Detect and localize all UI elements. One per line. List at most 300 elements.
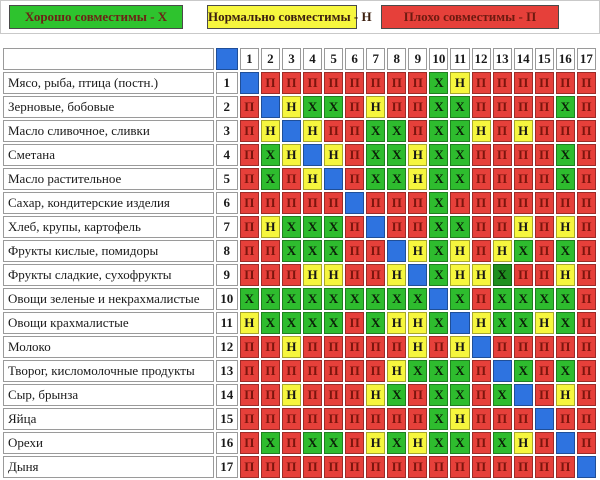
matrix-cell: Х xyxy=(493,288,512,310)
matrix-cell: Н xyxy=(450,264,469,286)
matrix-cell: П xyxy=(514,336,533,358)
row-number: 12 xyxy=(216,336,238,358)
row-label: Мясо, рыба, птица (постн.) xyxy=(3,72,214,94)
matrix-cell: Х xyxy=(282,240,301,262)
matrix-cell: П xyxy=(535,144,554,166)
column-header: 14 xyxy=(514,48,533,70)
diagonal-cell xyxy=(472,336,491,358)
diagonal-cell xyxy=(450,312,469,334)
matrix-cell: Н xyxy=(387,312,406,334)
column-header: 8 xyxy=(387,48,406,70)
matrix-cell: Х xyxy=(429,168,448,190)
row-number: 13 xyxy=(216,360,238,382)
matrix-cell: Н xyxy=(556,264,575,286)
matrix-cell: П xyxy=(535,96,554,118)
matrix-cell: П xyxy=(535,264,554,286)
header-row xyxy=(3,48,596,70)
matrix-cell: Х xyxy=(514,288,533,310)
matrix-cell: П xyxy=(577,192,596,214)
diagonal-cell xyxy=(577,456,596,478)
column-header: 1 xyxy=(240,48,259,70)
matrix-cell: П xyxy=(577,336,596,358)
matrix-cell: П xyxy=(303,408,322,430)
matrix-cell: Н xyxy=(366,432,385,454)
diagonal-cell xyxy=(324,168,343,190)
matrix-cell: П xyxy=(514,264,533,286)
matrix-cell: П xyxy=(345,168,364,190)
matrix-cell: П xyxy=(324,384,343,406)
matrix-cell: П xyxy=(450,192,469,214)
matrix-cell: П xyxy=(282,360,301,382)
matrix-cell: Х xyxy=(303,96,322,118)
matrix-cell: Х xyxy=(387,384,406,406)
matrix-cell: П xyxy=(324,192,343,214)
matrix-cell: П xyxy=(514,168,533,190)
column-header: 9 xyxy=(408,48,427,70)
matrix-cell: П xyxy=(261,240,280,262)
matrix-cell: П xyxy=(577,432,596,454)
diagonal-cell xyxy=(429,288,448,310)
matrix-cell: П xyxy=(577,216,596,238)
matrix-cell: П xyxy=(535,192,554,214)
matrix-cell: П xyxy=(577,240,596,262)
matrix-cell: Х xyxy=(387,144,406,166)
table-row xyxy=(3,456,596,478)
matrix-cell: Х xyxy=(429,72,448,94)
matrix-cell: П xyxy=(240,408,259,430)
matrix-cell: Х xyxy=(556,168,575,190)
diagonal-cell xyxy=(282,120,301,142)
matrix-cell: П xyxy=(493,336,512,358)
row-label: Сахар, кондитерские изделия xyxy=(3,192,214,214)
matrix-cell: П xyxy=(577,264,596,286)
matrix-cell: Х xyxy=(366,288,385,310)
diagonal-cell xyxy=(261,96,280,118)
matrix-cell: Н xyxy=(240,312,259,334)
matrix-cell: П xyxy=(577,96,596,118)
matrix-cell: Х xyxy=(387,432,406,454)
matrix-cell: Х xyxy=(345,288,364,310)
matrix-cell: Х xyxy=(429,360,448,382)
matrix-cell: П xyxy=(535,432,554,454)
matrix-cell: П xyxy=(408,408,427,430)
matrix-cell: П xyxy=(472,72,491,94)
matrix-cell: Х xyxy=(514,360,533,382)
matrix-cell: Х xyxy=(366,120,385,142)
matrix-cell: П xyxy=(556,120,575,142)
matrix-cell: П xyxy=(240,384,259,406)
column-header: 12 xyxy=(472,48,491,70)
diagonal-cell xyxy=(493,360,512,382)
matrix-cell: Х xyxy=(450,96,469,118)
diagonal-cell xyxy=(240,72,259,94)
matrix-cell: П xyxy=(493,72,512,94)
row-label: Хлеб, крупы, картофель xyxy=(3,216,214,238)
row-label: Сметана xyxy=(3,144,214,166)
matrix-cell: Х xyxy=(493,312,512,334)
matrix-cell: П xyxy=(303,384,322,406)
matrix-cell: Н xyxy=(324,144,343,166)
matrix-cell: Н xyxy=(408,240,427,262)
matrix-cell: Х xyxy=(261,168,280,190)
matrix-cell: П xyxy=(261,336,280,358)
matrix-cell: П xyxy=(240,120,259,142)
matrix-cell: П xyxy=(345,72,364,94)
matrix-cell: П xyxy=(577,360,596,382)
column-header: 16 xyxy=(556,48,575,70)
table-row xyxy=(3,192,596,214)
matrix-cell: П xyxy=(261,408,280,430)
matrix-cell: П xyxy=(261,192,280,214)
matrix-cell: П xyxy=(366,456,385,478)
matrix-cell: Х xyxy=(324,240,343,262)
row-label: Молоко xyxy=(3,336,214,358)
matrix-cell: Х xyxy=(261,312,280,334)
matrix-cell: Н xyxy=(408,168,427,190)
matrix-cell: Х xyxy=(408,288,427,310)
matrix-cell: Н xyxy=(282,144,301,166)
matrix-cell: П xyxy=(261,264,280,286)
matrix-cell: П xyxy=(366,240,385,262)
matrix-cell: Х xyxy=(303,312,322,334)
matrix-cell: Х xyxy=(493,384,512,406)
matrix-cell: П xyxy=(472,192,491,214)
matrix-cell: Х xyxy=(450,120,469,142)
table-row xyxy=(3,240,596,262)
row-number: 15 xyxy=(216,408,238,430)
compatibility-table xyxy=(1,46,598,480)
row-number: 6 xyxy=(216,192,238,214)
matrix-cell: П xyxy=(535,336,554,358)
matrix-cell: Х xyxy=(282,312,301,334)
matrix-cell: Х xyxy=(387,120,406,142)
matrix-cell: П xyxy=(282,264,301,286)
matrix-cell: П xyxy=(493,216,512,238)
matrix-cell: П xyxy=(556,336,575,358)
matrix-cell: П xyxy=(472,408,491,430)
table-row xyxy=(3,96,596,118)
column-header: 15 xyxy=(535,48,554,70)
matrix-cell: П xyxy=(472,456,491,478)
column-header: 3 xyxy=(282,48,301,70)
column-header: 6 xyxy=(345,48,364,70)
matrix-cell: П xyxy=(429,456,448,478)
row-label: Масло сливочное, сливки xyxy=(3,120,214,142)
column-header: 5 xyxy=(324,48,343,70)
matrix-cell: П xyxy=(535,384,554,406)
matrix-cell: П xyxy=(556,72,575,94)
matrix-cell: П xyxy=(514,192,533,214)
matrix-cell: Н xyxy=(387,360,406,382)
matrix-cell: Н xyxy=(408,312,427,334)
matrix-cell: П xyxy=(450,456,469,478)
matrix-cell: П xyxy=(577,144,596,166)
diagonal-cell xyxy=(408,264,427,286)
matrix-cell: П xyxy=(282,72,301,94)
matrix-cell: П xyxy=(303,360,322,382)
matrix-cell: П xyxy=(493,120,512,142)
matrix-cell: Н xyxy=(514,432,533,454)
diagonal-cell xyxy=(387,240,406,262)
table-row xyxy=(3,288,596,310)
matrix-cell: П xyxy=(240,264,259,286)
row-number: 3 xyxy=(216,120,238,142)
matrix-cell: Н xyxy=(535,312,554,334)
row-label: Яйца xyxy=(3,408,214,430)
row-number: 9 xyxy=(216,264,238,286)
matrix-cell: Х xyxy=(303,216,322,238)
matrix-cell: Х xyxy=(429,120,448,142)
matrix-cell: П xyxy=(535,360,554,382)
matrix-cell: Х xyxy=(261,432,280,454)
row-number: 11 xyxy=(216,312,238,334)
matrix-cell: П xyxy=(324,408,343,430)
matrix-cell: Н xyxy=(450,72,469,94)
matrix-cell: Н xyxy=(261,216,280,238)
matrix-cell: П xyxy=(240,456,259,478)
matrix-cell: П xyxy=(472,432,491,454)
matrix-cell: П xyxy=(408,384,427,406)
matrix-cell: П xyxy=(577,120,596,142)
matrix-cell: Х xyxy=(387,168,406,190)
row-number: 16 xyxy=(216,432,238,454)
row-label: Овощи зеленые и некрахмалистые xyxy=(3,288,214,310)
matrix-cell: Х xyxy=(324,96,343,118)
matrix-cell: Х xyxy=(450,432,469,454)
diagonal-cell xyxy=(556,432,575,454)
matrix-cell: П xyxy=(324,360,343,382)
matrix-cell: П xyxy=(429,336,448,358)
matrix-cell: П xyxy=(240,360,259,382)
table-row xyxy=(3,336,596,358)
table-row xyxy=(3,216,596,238)
matrix-cell: Н xyxy=(282,384,301,406)
matrix-cell: Х xyxy=(282,216,301,238)
matrix-cell: П xyxy=(472,144,491,166)
matrix-cell: П xyxy=(514,72,533,94)
matrix-cell: Х xyxy=(450,216,469,238)
matrix-cell: П xyxy=(240,96,259,118)
column-header: 11 xyxy=(450,48,469,70)
matrix-cell: П xyxy=(472,96,491,118)
matrix-cell: П xyxy=(366,72,385,94)
matrix-cell: П xyxy=(303,336,322,358)
matrix-cell: П xyxy=(493,144,512,166)
matrix-cell: П xyxy=(493,408,512,430)
matrix-cell: Х xyxy=(408,360,427,382)
row-label: Орехи xyxy=(3,432,214,454)
matrix-cell: П xyxy=(345,360,364,382)
matrix-cell: Х xyxy=(303,240,322,262)
matrix-cell: П xyxy=(577,288,596,310)
matrix-cell: П xyxy=(345,312,364,334)
matrix-cell: П xyxy=(282,168,301,190)
matrix-cell: П xyxy=(387,72,406,94)
matrix-cell: Н xyxy=(472,120,491,142)
matrix-cell: П xyxy=(345,432,364,454)
matrix-cell: Н xyxy=(408,336,427,358)
matrix-cell: П xyxy=(303,456,322,478)
matrix-cell: Х xyxy=(429,384,448,406)
matrix-cell: П xyxy=(408,192,427,214)
table-row xyxy=(3,360,596,382)
column-header: 17 xyxy=(577,48,596,70)
matrix-cell: П xyxy=(387,336,406,358)
matrix-cell: Н xyxy=(324,264,343,286)
row-label: Творог, кисломолочные продукты xyxy=(3,360,214,382)
matrix-cell: П xyxy=(261,360,280,382)
header-empty-cell xyxy=(3,48,214,70)
matrix-cell: Х xyxy=(324,432,343,454)
matrix-cell: П xyxy=(387,456,406,478)
matrix-cell: П xyxy=(324,456,343,478)
matrix-cell: Н xyxy=(387,264,406,286)
matrix-cell: П xyxy=(387,192,406,214)
matrix-cell: Х xyxy=(429,432,448,454)
matrix-cell: П xyxy=(408,120,427,142)
table-row xyxy=(3,432,596,454)
matrix-cell: П xyxy=(303,192,322,214)
matrix-cell: Н xyxy=(408,144,427,166)
row-label: Сыр, брынза xyxy=(3,384,214,406)
header-diagonal-cell xyxy=(216,48,238,70)
matrix-cell: П xyxy=(493,168,512,190)
matrix-cell: Х xyxy=(324,288,343,310)
matrix-cell: Х xyxy=(324,216,343,238)
matrix-cell: Х xyxy=(556,144,575,166)
row-label: Фрукты сладкие, сухофрукты xyxy=(3,264,214,286)
matrix-cell: П xyxy=(535,168,554,190)
matrix-cell: П xyxy=(240,144,259,166)
matrix-cell: П xyxy=(240,240,259,262)
matrix-cell: П xyxy=(324,120,343,142)
matrix-cell: Х xyxy=(261,144,280,166)
row-number: 1 xyxy=(216,72,238,94)
matrix-cell: Х xyxy=(450,168,469,190)
matrix-cell: Х xyxy=(387,288,406,310)
matrix-cell: Х xyxy=(366,312,385,334)
diagonal-cell xyxy=(345,192,364,214)
legend-item: Хорошо совместимы - Х xyxy=(9,5,183,29)
row-number: 5 xyxy=(216,168,238,190)
matrix-cell: П xyxy=(493,456,512,478)
matrix-cell: П xyxy=(261,72,280,94)
matrix-cell: П xyxy=(366,192,385,214)
matrix-cell: Х xyxy=(450,360,469,382)
matrix-cell: П xyxy=(387,216,406,238)
row-number: 14 xyxy=(216,384,238,406)
matrix-cell: Н xyxy=(472,312,491,334)
matrix-cell: П xyxy=(366,360,385,382)
matrix-cell: Н xyxy=(303,120,322,142)
matrix-cell: П xyxy=(408,456,427,478)
column-header: 2 xyxy=(261,48,280,70)
matrix-cell: П xyxy=(261,456,280,478)
matrix-cell: П xyxy=(408,72,427,94)
matrix-cell: П xyxy=(345,408,364,430)
matrix-cell: П xyxy=(577,168,596,190)
matrix-cell: П xyxy=(345,336,364,358)
table-row xyxy=(3,120,596,142)
table-row xyxy=(3,72,596,94)
matrix-cell: П xyxy=(556,192,575,214)
matrix-cell: П xyxy=(514,96,533,118)
matrix-cell: П xyxy=(324,336,343,358)
matrix-cell: Н xyxy=(303,168,322,190)
matrix-cell: П xyxy=(514,456,533,478)
matrix-cell: Х xyxy=(514,240,533,262)
matrix-cell: Н xyxy=(282,96,301,118)
matrix-cell: Х xyxy=(514,312,533,334)
matrix-cell: П xyxy=(577,312,596,334)
matrix-cell: Х xyxy=(429,192,448,214)
row-number: 10 xyxy=(216,288,238,310)
matrix-cell: Х xyxy=(429,240,448,262)
matrix-cell: Х xyxy=(429,144,448,166)
row-number: 2 xyxy=(216,96,238,118)
matrix-cell: П xyxy=(240,432,259,454)
matrix-cell: Н xyxy=(493,240,512,262)
column-header: 7 xyxy=(366,48,385,70)
matrix-cell: Х xyxy=(493,432,512,454)
row-label: Зерновые, бобовые xyxy=(3,96,214,118)
row-number: 4 xyxy=(216,144,238,166)
diagonal-cell xyxy=(535,408,554,430)
matrix-cell: Х xyxy=(429,312,448,334)
matrix-cell: П xyxy=(345,120,364,142)
matrix-cell: Х xyxy=(429,264,448,286)
table-row xyxy=(3,384,596,406)
matrix-cell: П xyxy=(577,384,596,406)
matrix-cell: П xyxy=(408,216,427,238)
matrix-cell: Н xyxy=(514,216,533,238)
matrix-cell: Х xyxy=(556,96,575,118)
matrix-cell: П xyxy=(472,288,491,310)
matrix-cell: П xyxy=(345,456,364,478)
column-header: 13 xyxy=(493,48,512,70)
legend xyxy=(0,0,600,34)
matrix-cell: П xyxy=(493,96,512,118)
matrix-cell: Н xyxy=(366,384,385,406)
matrix-cell: Н xyxy=(408,432,427,454)
column-header: 4 xyxy=(303,48,322,70)
diagonal-cell xyxy=(303,144,322,166)
row-label: Фрукты кислые, помидоры xyxy=(3,240,214,262)
matrix-cell: П xyxy=(366,264,385,286)
matrix-cell: П xyxy=(261,384,280,406)
matrix-cell: Х xyxy=(429,408,448,430)
matrix-cell: П xyxy=(240,168,259,190)
matrix-cell: Х xyxy=(261,288,280,310)
legend-item: Плохо совместимы - П xyxy=(381,5,559,29)
legend-item: Нормально совместимы - Н xyxy=(207,5,357,29)
matrix-cell: Н xyxy=(366,96,385,118)
matrix-cell: Х xyxy=(556,240,575,262)
matrix-cell: П xyxy=(345,384,364,406)
diagonal-cell xyxy=(514,384,533,406)
matrix-cell: Х xyxy=(556,360,575,382)
matrix-cell: Х xyxy=(429,96,448,118)
matrix-cell: П xyxy=(366,336,385,358)
diagonal-cell xyxy=(366,216,385,238)
row-label: Овощи крахмалистые xyxy=(3,312,214,334)
matrix-cell: Н xyxy=(514,120,533,142)
matrix-cell: П xyxy=(366,408,385,430)
table-row xyxy=(3,168,596,190)
matrix-cell: Х xyxy=(429,216,448,238)
matrix-cell: П xyxy=(408,96,427,118)
matrix-cell: П xyxy=(345,240,364,262)
